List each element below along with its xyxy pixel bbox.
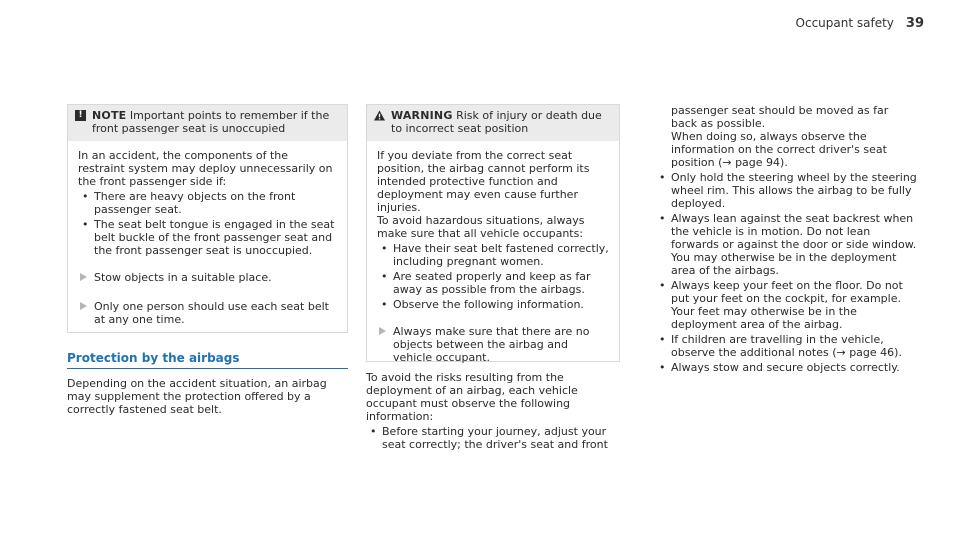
list-item: • Observe the following information. [377,298,609,311]
continued-text: passenger seat should be moved as far back as possible. [671,104,889,130]
warning-intro: If you deviate from the correct seat position, the airbag cannot perform its intended protective function and deployment may even cause further injuries. [377,149,590,214]
list-item: • Before starting your journey, adjust your seat correctly; the driver's seat and front [366,425,624,451]
step-text: Stow objects in a suitable place. [94,271,272,284]
list-item: • Have their seat belt fastened correctly, including pregnant women. [377,242,609,268]
list-item: • Are seated properly and keep as far away as possible from the airbags. [377,270,609,296]
note-body [68,141,347,334]
right-bullets [655,171,917,374]
list-item: • There are heavy objects on the front passenger seat. [78,190,337,216]
list-item: • Always lean against the seat backrest when the vehicle is in motion. Do not lean forwards or against the door or side window. You may otherwise be in the deployment area of the airbags. [655,212,917,277]
play-arrow-icon [379,327,386,335]
right-column [655,104,917,376]
exclamation-icon: ! [75,110,86,121]
warning-title: WARNING [391,109,453,122]
section-title: Protection by the airbags [67,351,240,365]
warning-bullets [377,242,609,311]
note-step [78,300,337,326]
protection-body: Depending on the accident situation, an airbag may supplement the protection offered by a correctly fastened seat belt. [67,377,327,416]
warning-intro: To avoid hazardous situations, always make sure that all vehicle occupants: [377,214,585,240]
warning-step [377,325,609,364]
list-item: • If children are travelling in the vehicle, observe the additional notes (→ page 46). [655,333,917,359]
warning-body [367,141,619,372]
note-header [68,105,347,141]
step-text: Always make sure that there are no objects between the airbag and vehicle occupant. [393,325,590,364]
note-bullets [78,190,337,257]
list-item: • Only hold the steering wheel by the steering wheel rim. This allows the airbag to be fully deployed. [655,171,917,210]
note-step [78,271,337,284]
step-text: Only one person should use each seat belt at any one time. [94,300,329,326]
warning-box [366,104,620,362]
note-summary: Important points to remember if the front passenger seat is unoccupied [92,109,330,135]
continued-text: When doing so, always observe the information on the correct driver's seat position (→ page 94). [671,130,887,169]
warning-header [367,105,619,141]
play-arrow-icon [80,273,87,281]
list-item: • Always stow and secure objects correctly. [655,361,917,374]
section-name: Occupant safety [795,16,894,30]
play-arrow-icon [80,302,87,310]
note-title: NOTE [92,109,127,122]
middle-intro: To avoid the risks resulting from the deployment of an airbag, each vehicle occupant must observe the following information: [366,371,578,423]
page-header [796,16,924,31]
page-number: 39 [905,16,924,31]
section-divider [67,368,348,369]
middle-bullets [366,425,624,451]
list-item: • Always keep your feet on the floor. Do not put your feet on the cockpit, for example. Your feet may otherwise be in the deployment area of the airbag. [655,279,917,331]
warning-summary: Risk of injury or death due to incorrect seat position [391,109,602,135]
list-item: • The seat belt tongue is engaged in the seat belt buckle of the front passenger seat and the front passenger seat is unoccupied. [78,218,337,257]
note-box [67,104,348,333]
note-intro: In an accident, the components of the restraint system may deploy unnecessarily on the front passenger side if: [78,149,333,188]
warning-triangle-icon [374,110,385,121]
middle-text [366,371,624,453]
